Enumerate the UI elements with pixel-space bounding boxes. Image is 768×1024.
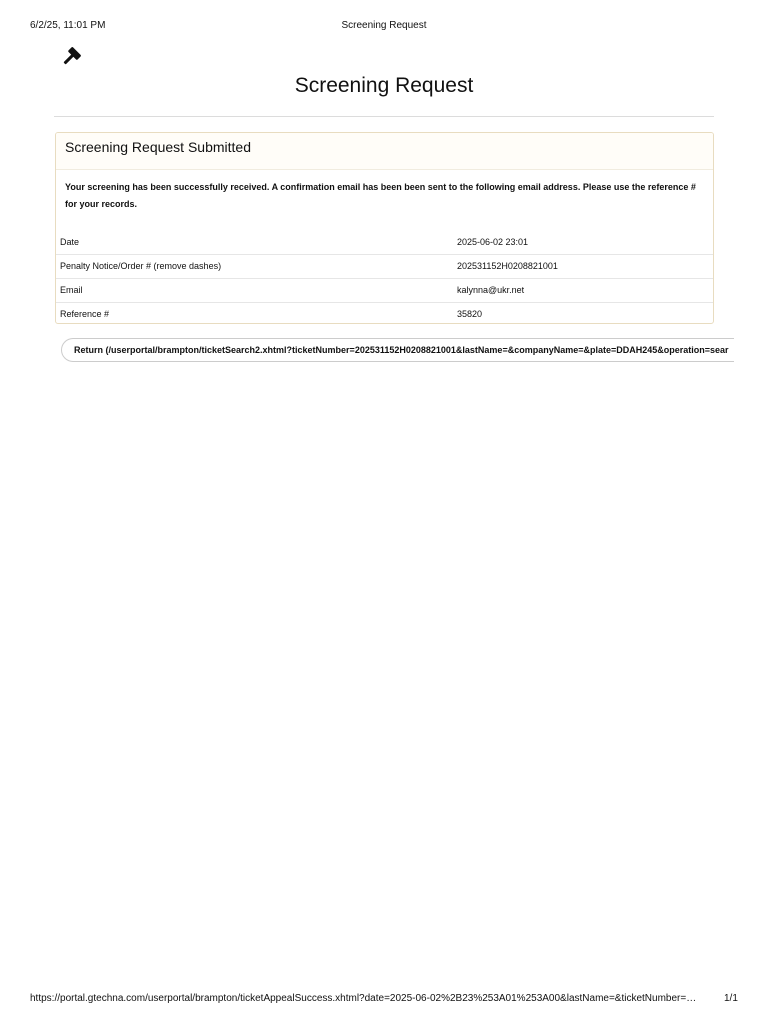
confirmation-message: Your screening has been successfully received. A confirmation email has been been sent to the following email address. Please use the reference # for your records. bbox=[65, 182, 696, 209]
print-page-number: 1/1 bbox=[724, 993, 738, 1004]
print-datetime: 6/2/25, 11:01 PM bbox=[30, 20, 106, 31]
table-row bbox=[56, 254, 713, 278]
print-page-url: https://portal.gtechna.com/userportal/brampton/ticketAppealSuccess.xhtml?date=2025-06-02%2B23%253A01%253A00&lastName=&ticketNumber=… bbox=[30, 993, 697, 1004]
row-label-email: Email bbox=[56, 278, 453, 302]
page-clip-edge bbox=[734, 330, 768, 370]
page-title: Screening Request bbox=[294, 74, 474, 97]
row-label-reference: Reference # bbox=[56, 302, 453, 324]
return-button[interactable]: Return (/userportal/brampton/ticketSearch2.xhtml?ticketNumber=202531152H0208821001&lastName=&companyName=&plate=DDAH245&operation=sear bbox=[61, 338, 751, 362]
details-table bbox=[56, 230, 713, 324]
print-footer bbox=[0, 993, 768, 1007]
row-value-penalty-notice: 202531152H0208821001 bbox=[453, 254, 713, 278]
print-header bbox=[0, 20, 768, 34]
row-value-date: 2025-06-02 23:01 bbox=[457, 236, 529, 247]
row-label-penalty-notice: Penalty Notice/Order # (remove dashes) bbox=[56, 254, 453, 278]
panel-heading: Screening Request Submitted bbox=[56, 133, 713, 170]
submission-panel bbox=[55, 132, 714, 324]
row-value-email: kalynna@ukr.net bbox=[453, 278, 713, 302]
row-value-reference: 35820 bbox=[453, 302, 713, 324]
print-doc-title: Screening Request bbox=[341, 20, 427, 31]
table-row bbox=[56, 302, 713, 324]
row-label-date: Date bbox=[60, 236, 80, 247]
table-row bbox=[56, 230, 713, 254]
gavel-icon bbox=[60, 46, 82, 68]
title-divider bbox=[54, 116, 714, 117]
table-row bbox=[56, 278, 713, 302]
